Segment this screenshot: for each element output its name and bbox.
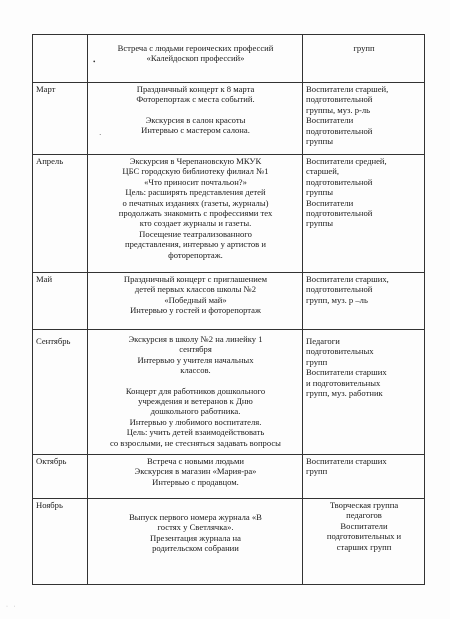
event-line: Экскурсия в школу №2 на линейку 1: [128, 334, 263, 344]
event-line: «Что приносит почтальон?»: [144, 176, 247, 187]
responsible-line: группы: [306, 218, 333, 229]
responsible-line: подготовительных: [306, 346, 374, 357]
event-line: Выпуск первого номера журнала «В: [129, 512, 262, 522]
responsible-line: старшей,: [306, 166, 339, 177]
responsible-line: Воспитатели старших: [306, 456, 387, 466]
event-line: Интервью у любимого воспитателя.: [129, 416, 262, 427]
responsible-line: групп, муз. р –ль: [306, 294, 368, 305]
event-line: Встреча с новыми людьми: [146, 456, 245, 466]
event-line: учреждения и ветеранов к Дню: [138, 396, 253, 407]
responsible-line: Творческая группа: [329, 500, 399, 510]
month-label: Ноябрь: [36, 500, 63, 510]
event-line: Интервью с продавцом.: [152, 476, 239, 487]
event-line: гостях у Светлячка».: [157, 522, 234, 533]
responsible-line: Воспитатели средней,: [306, 156, 387, 166]
event-line: кто создает журналы и газеты.: [139, 218, 252, 229]
event-line: ЦБС городскую библиотеку филиал №1: [122, 166, 269, 177]
event-line: продолжать знакомить с профессиями тех: [118, 208, 273, 219]
responsible-line: группы: [306, 187, 333, 198]
spacer: [91, 376, 300, 386]
responsible-line: подготовительной: [306, 176, 373, 187]
event-line: представления, интервью у артистов и: [125, 239, 266, 250]
table-row: [33, 455, 425, 499]
event-plan-table: [32, 34, 425, 585]
event-cell: [88, 273, 303, 330]
stray-bullet-mark: •: [93, 58, 96, 66]
event-cell: [88, 35, 303, 83]
month-cell: [33, 499, 88, 585]
responsible-cell: [303, 35, 425, 83]
month-cell: [33, 155, 88, 273]
table-row: [33, 499, 425, 585]
scan-speck-marks: · ·: [6, 604, 18, 610]
responsible-cell: [303, 83, 425, 155]
month-label: Март: [36, 84, 56, 94]
event-line: Интервью у учителя начальных: [137, 354, 254, 365]
responsible-line: подготовительной: [306, 125, 373, 136]
spacer: [91, 500, 300, 512]
event-line: «Победный май»: [164, 294, 227, 305]
table-row: [33, 83, 425, 155]
event-line: Праздничный концерт к 8 марта: [136, 84, 255, 94]
table-row: [33, 273, 425, 330]
responsible-line: группы: [306, 136, 333, 147]
table-row: [33, 35, 425, 83]
event-cell: [88, 499, 303, 585]
responsible-line: Воспитатели старшей,: [306, 84, 389, 94]
responsible-cell: [303, 455, 425, 499]
responsible-line: групп: [353, 43, 375, 53]
month-label: Апрель: [36, 156, 64, 166]
event-line: Экскурсия в салон красоты: [145, 114, 246, 125]
month-label: Май: [36, 274, 53, 284]
responsible-cell: [303, 273, 425, 330]
responsible-cell: [303, 330, 425, 455]
responsible-line: и подготовительных: [306, 377, 381, 388]
responsible-line: групп, муз. работник: [306, 388, 383, 399]
responsible-line: Воспитатели: [306, 115, 354, 126]
event-line: Экскурсия в Черепановскую МКУК: [129, 156, 262, 166]
responsible-line: Воспитатели старших: [306, 367, 387, 378]
event-line: о печатных изданиях (газеты, журналы): [122, 197, 269, 208]
responsible-line: Воспитатели старших,: [306, 274, 389, 284]
event-cell: [88, 455, 303, 499]
event-line: со взрослыми, не стесняться задавать вопросы: [110, 437, 281, 448]
responsible-line: подготовительной: [306, 208, 373, 219]
event-line: Посещение театрализованного: [139, 228, 252, 239]
event-line: «Калейдоскоп профессий»: [146, 53, 245, 64]
event-line: фоторепортаж.: [168, 249, 223, 260]
month-cell: [33, 83, 88, 155]
responsible-cell: [303, 155, 425, 273]
responsible-line: старших групп: [336, 541, 392, 552]
responsible-line: Воспитатели: [340, 520, 388, 531]
responsible-line: Педагоги: [306, 336, 340, 346]
event-line: Презентация журнала на: [150, 532, 241, 543]
month-cell: [33, 330, 88, 455]
stray-dot-mark: ·: [99, 131, 102, 139]
event-line: дошкольного работника.: [150, 406, 241, 417]
responsible-line: группы, муз. р-ль: [306, 104, 371, 115]
event-cell: [88, 330, 303, 455]
responsible-line: Воспитатели: [306, 197, 354, 208]
month-cell: [33, 455, 88, 499]
event-line: сентября: [179, 344, 212, 355]
event-line: Встреча с людьми героических профессий: [117, 43, 274, 53]
month-label: Октябрь: [36, 456, 67, 466]
responsible-line: педагогов: [346, 510, 382, 521]
responsible-line: групп: [306, 356, 328, 367]
event-line: Интервью с мастером салона.: [141, 125, 250, 136]
table-row: [33, 155, 425, 273]
responsible-cell: [303, 499, 425, 585]
event-line: Праздничный концерт с приглашением: [123, 274, 268, 284]
responsible-line: подготовительной: [306, 284, 373, 295]
month-cell: [33, 273, 88, 330]
event-cell: [88, 83, 303, 155]
month-cell: [33, 35, 88, 83]
responsible-line: групп: [306, 466, 328, 477]
month-label: Сентябрь: [36, 336, 71, 346]
event-line: Фоторепортаж с места событий.: [136, 94, 255, 105]
event-cell: [88, 155, 303, 273]
event-line: классов.: [180, 365, 211, 376]
event-line: Цель: расширять представления детей: [125, 187, 266, 198]
table-row: [33, 330, 425, 455]
event-line: Интервью у гостей и фоторепортаж: [130, 305, 261, 316]
responsible-line: подготовительной: [306, 94, 373, 105]
responsible-line: подготовительных и: [326, 531, 402, 542]
spacer: [91, 105, 300, 115]
event-line: Цель: учить детей взаимодействовать: [126, 427, 265, 438]
event-line: Экскурсия в магазин «Мария-ра»: [134, 466, 257, 477]
event-line: детей первых классов школы №2: [134, 284, 257, 295]
event-line: Концерт для работников дошкольного: [125, 385, 266, 396]
event-line: родительском собрании: [152, 543, 239, 554]
